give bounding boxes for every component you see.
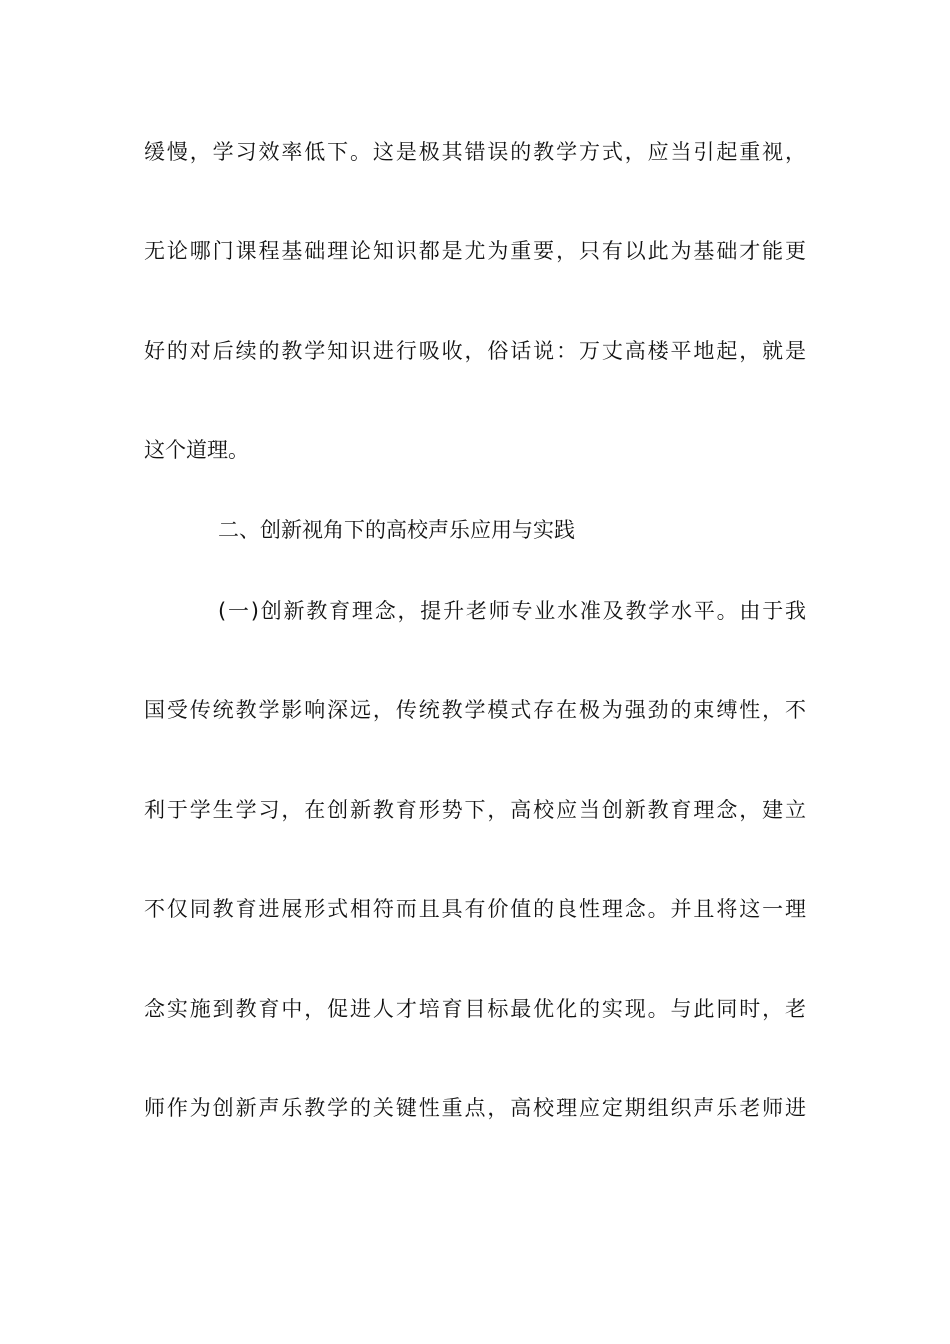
paragraph-line-2: 无论哪门课程基础理论知识都是尤为重要，只有以此为基础才能更 [144, 239, 806, 263]
paragraph-line-5: (一)创新教育理念，提升老师专业水准及教学水平。由于我 [218, 599, 806, 623]
paragraph-line-7: 利于学生学习，在创新教育形势下，高校应当创新教育理念，建立 [144, 798, 806, 822]
paragraph-line-3: 好的对后续的教学知识进行吸收，俗话说：万丈高楼平地起，就是 [144, 339, 806, 363]
paragraph-line-8: 不仅同教育进展形式相符而且具有价值的良性理念。并且将这一理 [144, 897, 806, 921]
paragraph-line-9: 念实施到教育中，促进人才培育目标最优化的实现。与此同时，老 [144, 997, 806, 1021]
paragraph-line-1: 缓慢，学习效率低下。这是极其错误的教学方式，应当引起重视， [144, 140, 806, 164]
section-heading: 二、创新视角下的高校声乐应用与实践 [218, 518, 575, 542]
paragraph-line-6: 国受传统教学影响深远，传统教学模式存在极为强劲的束缚性，不 [144, 698, 806, 722]
paragraph-line-10: 师作为创新声乐教学的关键性重点，高校理应定期组织声乐老师进 [144, 1096, 806, 1120]
paragraph-line-4: 这个道理。 [144, 438, 249, 462]
